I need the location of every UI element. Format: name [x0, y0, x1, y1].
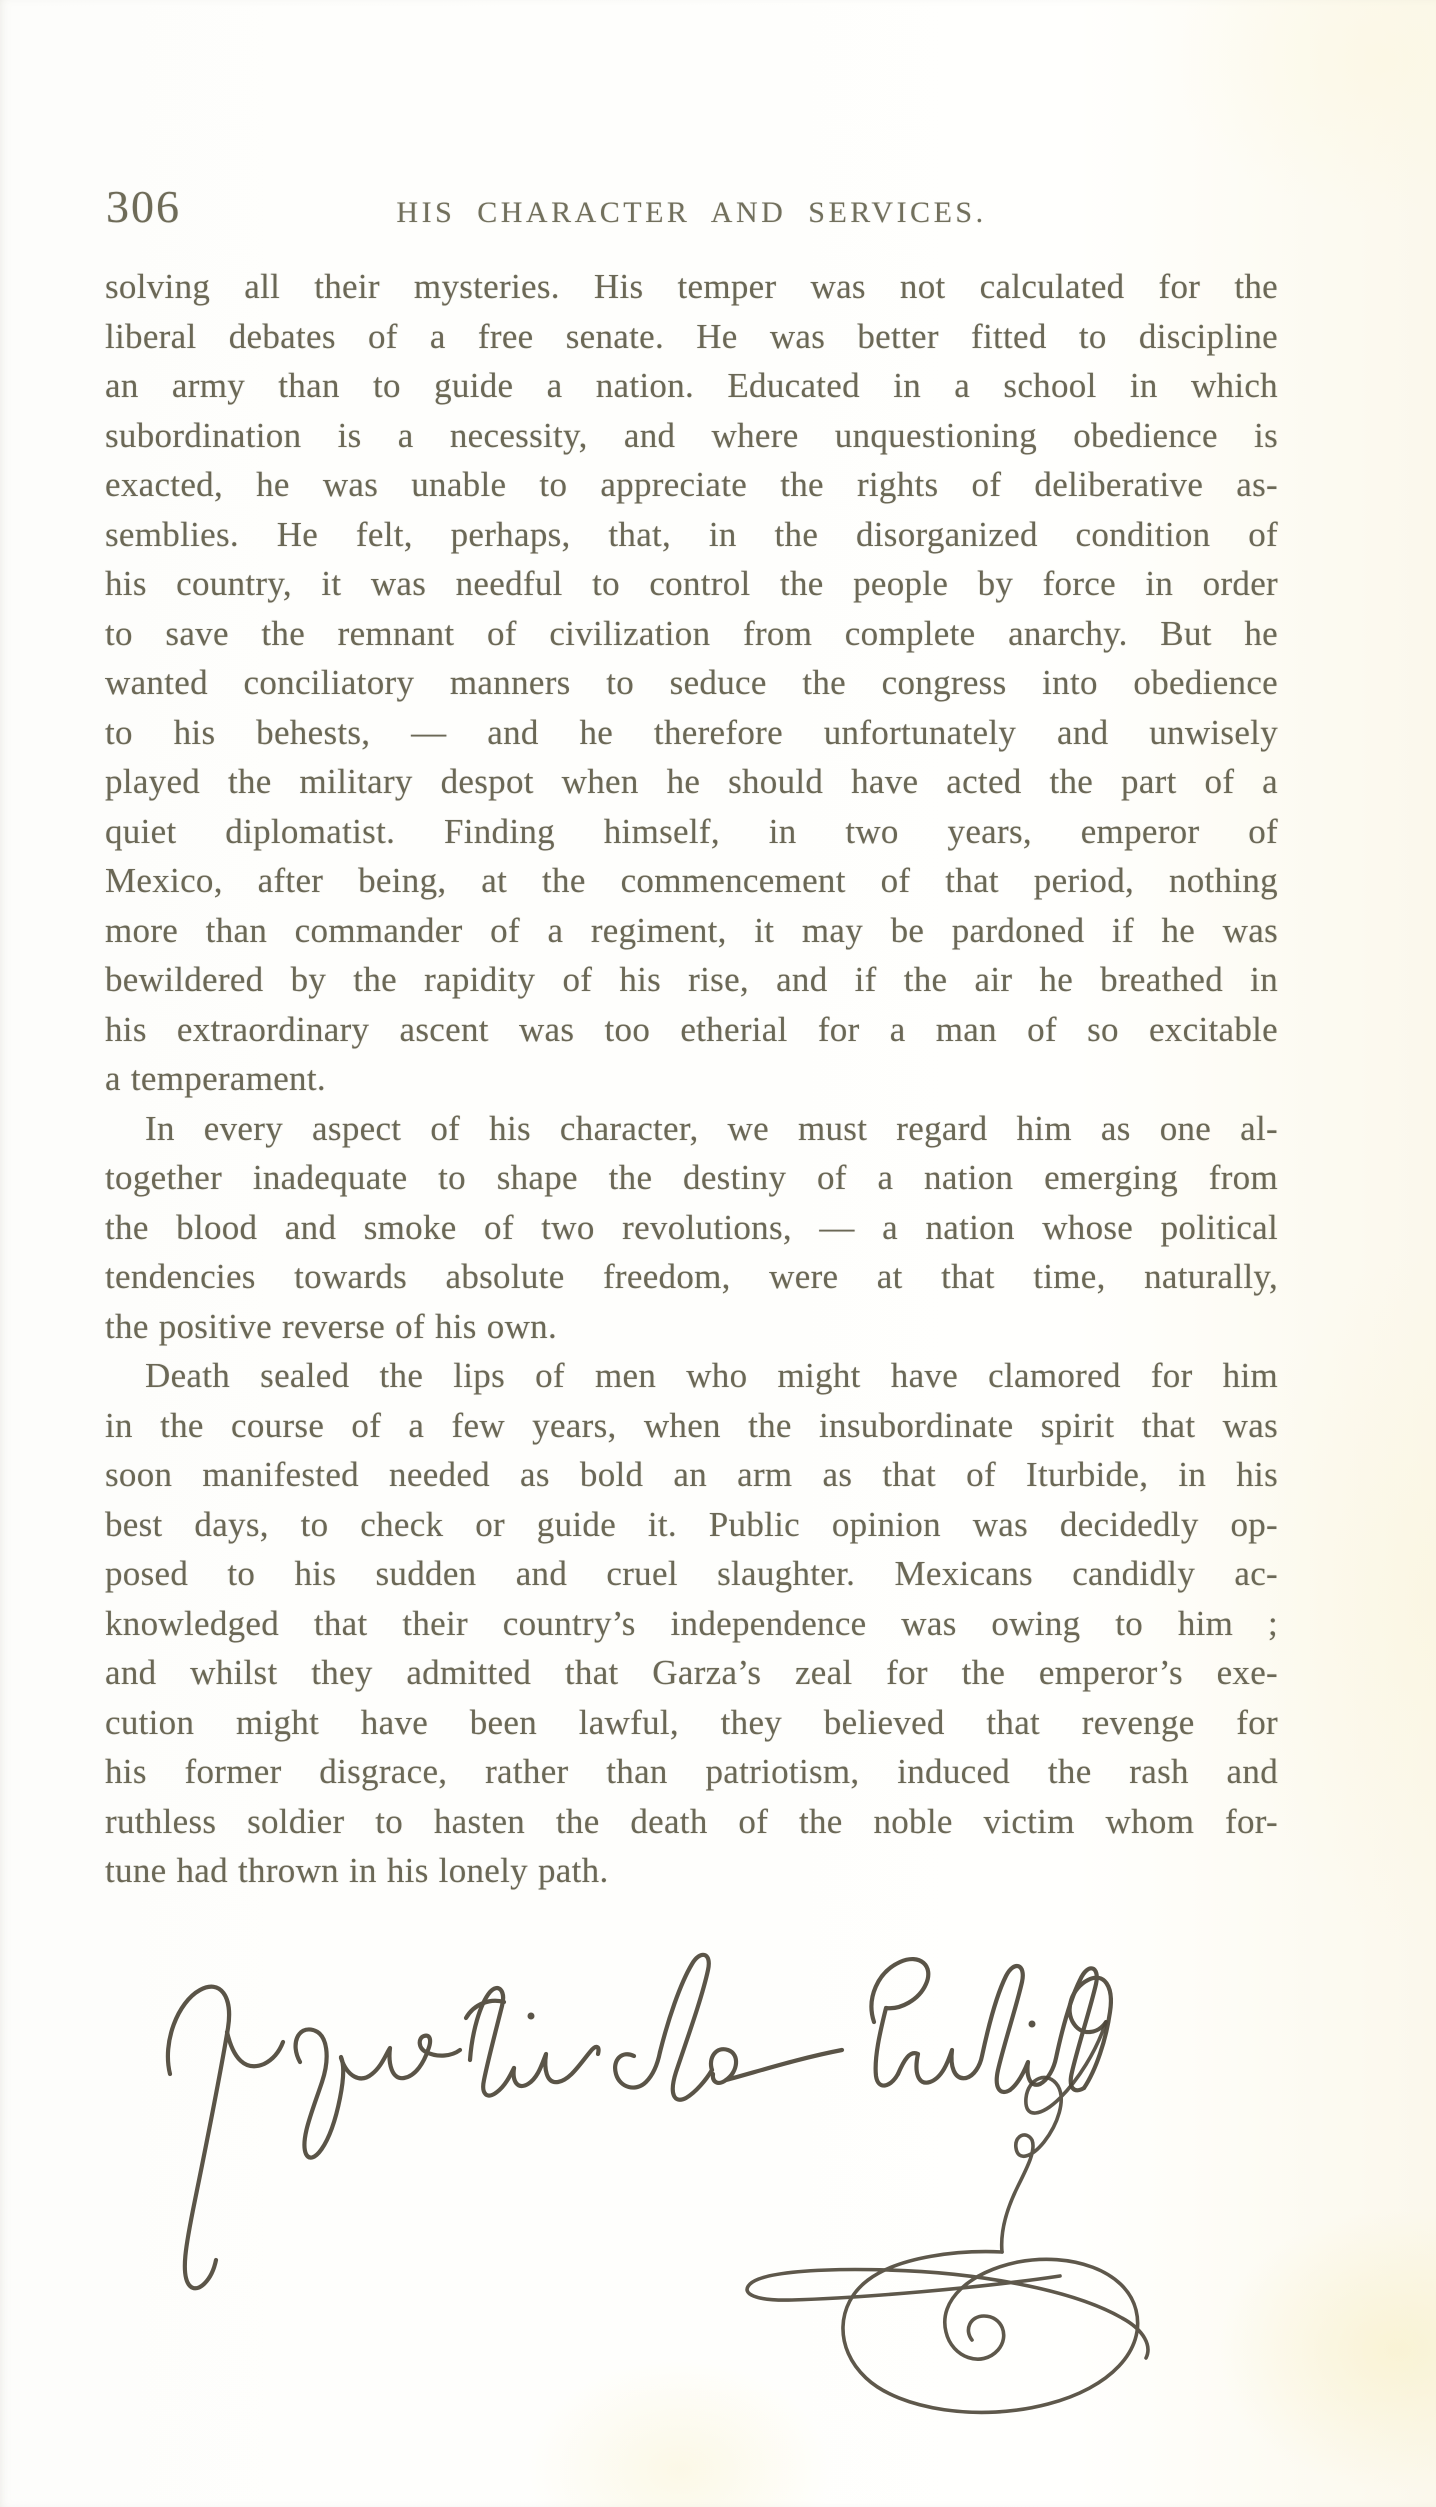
text-line: tune had thrown in his lonely path.: [105, 1851, 609, 1890]
text-line: played the military despot when he should have acted the part of a: [105, 762, 1278, 801]
signature-stroke: [660, 1955, 712, 2100]
signature-stroke: [1070, 1978, 1111, 2088]
signature-stroke: [466, 2001, 504, 2018]
signature-stroke: [470, 1988, 514, 2096]
signature-stroke: [341, 2036, 460, 2079]
text-line: together inadequate to shape the destiny of a nation emerging from: [105, 1158, 1278, 1197]
text-line: soon manifested needed as bold an arm as that of Iturbide, in his: [105, 1455, 1278, 1494]
text-block: [105, 262, 1278, 1896]
signature-flourish: [1002, 2022, 1106, 2252]
signature-i-dot: [1029, 2021, 1036, 2028]
text-line: to save the remnant of civilization from complete anarchy. But he: [105, 613, 1278, 653]
text-line: his former disgrace, rather than patriotism, induced the rash and: [105, 1752, 1278, 1791]
signature-stroke: [1040, 1968, 1097, 2090]
text-line: semblies. He felt, perhaps, that, in the disorganized condition of: [105, 514, 1278, 554]
text-line: solving all their mysteries. His temper was not calculated for the: [105, 267, 1278, 306]
text-line: a temperament.: [105, 1059, 326, 1098]
text-line: his extraordinary ascent was too etherial for a man of so excitable: [105, 1009, 1278, 1049]
text-line: Death sealed the lips of men who might have clamored for him: [145, 1356, 1278, 1395]
text-line: In every aspect of his character, we must regard him as one al-: [145, 1108, 1278, 1148]
text-line: more than commander of a regiment, it may be pardoned if he was: [105, 910, 1278, 950]
text-line: posed to his sudden and cruel slaughter. Mexicans candidly ac-: [105, 1554, 1278, 1593]
signature-i-dot: [528, 2013, 535, 2020]
signature-stroke: [711, 2049, 736, 2083]
text-line: and whilst they admitted that Garza’s zeal for the emperor’s exe-: [105, 1653, 1278, 1692]
text-line: ruthless soldier to hasten the death of the noble victim whom for-: [105, 1801, 1278, 1841]
paragraph: [105, 1351, 1278, 1896]
text-line: Mexico, after being, at the commencement of that period, nothing: [105, 861, 1278, 900]
text-line: wanted conciliatory manners to seduce the congress into obedience: [105, 663, 1278, 702]
text-line: subordination is a necessity, and where unquestioning obedience is: [105, 415, 1278, 455]
text-line: the positive reverse of his own.: [105, 1306, 557, 1346]
running-header: HIS CHARACTER AND SERVICES.: [396, 196, 987, 229]
text-line: the blood and smoke of two revolutions, — a nation whose political: [105, 1207, 1278, 1247]
signature-stroke: [726, 2050, 842, 2080]
signature-stroke: [514, 2047, 599, 2086]
paragraph: [105, 262, 1278, 1104]
text-line: knowledged that their country’s independence was owing to him ;: [105, 1603, 1278, 1643]
signature-stroke: [168, 1987, 229, 2289]
signature-stroke: [872, 1959, 929, 2085]
text-line: an army than to guide a nation. Educated in a school in which: [105, 366, 1278, 405]
signature-stroke: [966, 1966, 1023, 2092]
text-line: best days, to check or guide it. Public opinion was decidedly op-: [105, 1504, 1278, 1544]
text-line: bewildered by the rapidity of his rise, and if the air he breathed in: [105, 960, 1278, 999]
signature-flourish: [747, 2270, 1148, 2358]
paragraph: [105, 1104, 1278, 1352]
signature-stroke: [1010, 2062, 1040, 2090]
signature-stroke: [227, 2032, 283, 2066]
text-line: cution might have been lawful, they believed that revenge for: [105, 1702, 1278, 1742]
signature-stroke: [898, 2050, 966, 2083]
signature-flourish: [843, 2252, 1138, 2413]
text-line: quiet diplomatist. Finding himself, in two years, emperor of: [105, 811, 1278, 851]
text-line: liberal debates of a free senate. He was better fitted to discipline: [105, 316, 1278, 356]
text-line: to his behests, — and he therefore unfortunately and unwisely: [105, 712, 1278, 752]
signature-stroke: [296, 2029, 344, 2157]
text-line: exacted, he was unable to appreciate the rights of deliberative as-: [105, 465, 1278, 504]
text-line: his country, it was needful to control the people by force in order: [105, 564, 1278, 603]
text-line: tendencies towards absolute freedom, were at that time, naturally,: [105, 1257, 1278, 1296]
signature-stroke: [615, 2052, 660, 2088]
page-number: 306: [106, 181, 181, 232]
text-line: in the course of a few years, when the insubordinate spirit that was: [105, 1405, 1278, 1445]
